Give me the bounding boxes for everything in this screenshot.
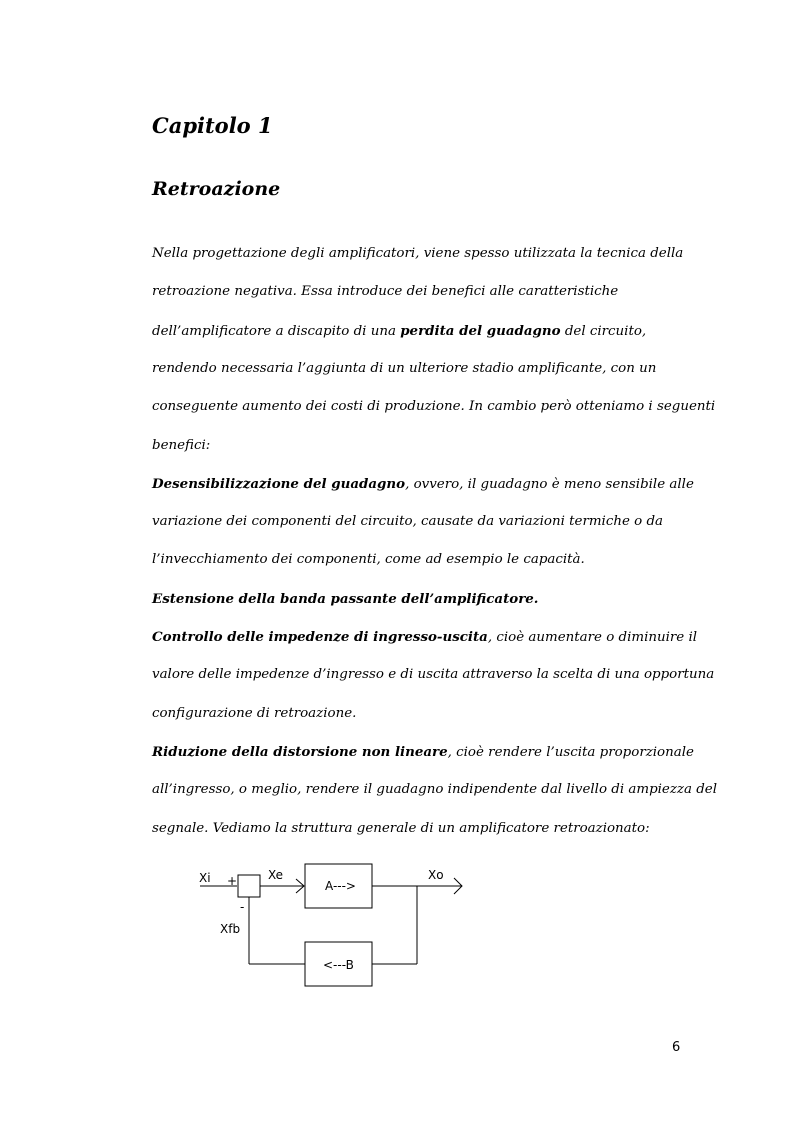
text-line xyxy=(152,744,694,761)
text-line xyxy=(152,438,210,454)
amp-label: A---> xyxy=(325,879,356,893)
text-line xyxy=(152,667,714,683)
bold-phrase: Estensione della banda passante dell’amplificatore. xyxy=(152,590,539,607)
text-span: del circuito, xyxy=(560,323,647,339)
bold-phrase: Controllo delle impedenze di ingresso-uscita xyxy=(152,629,488,645)
text-span: , cioè aumentare o diminuire il xyxy=(487,630,698,645)
text-span: l’invecchiamento dei componenti, come ad esempio le capacità. xyxy=(152,552,585,568)
summing-node xyxy=(238,875,260,897)
text-line xyxy=(152,361,656,377)
text-span: , ovvero, il guadagno è meno sensibile alle xyxy=(405,476,694,492)
text-line xyxy=(152,246,683,262)
text-line xyxy=(152,629,697,646)
error-label: Xe xyxy=(268,868,284,882)
bold-phrase: Riduzione della distorsione non lineare xyxy=(152,743,448,760)
text-line xyxy=(152,476,694,493)
text-line xyxy=(152,591,538,608)
page-number: 6 xyxy=(672,1040,681,1055)
text-span: retroazione negativa. Essa introduce dei benefici alle caratteristiche xyxy=(152,284,619,300)
text-line xyxy=(152,552,585,568)
text-line xyxy=(152,399,715,415)
output-label: Xo xyxy=(428,868,444,882)
minus-sign: - xyxy=(240,900,245,914)
text-line xyxy=(152,284,618,300)
text-span: dell’amplificatore a discapito di una xyxy=(152,323,401,339)
text-line xyxy=(152,782,717,798)
text-span: , cioè rendere l’uscita proporzionale xyxy=(447,744,694,760)
text-line xyxy=(152,706,356,722)
section-title: Retroazione xyxy=(152,178,281,200)
input-label: Xi xyxy=(199,871,211,885)
feedback-signal-label: Xfb xyxy=(220,922,241,936)
feedback-label: <---B xyxy=(323,958,354,972)
text-line xyxy=(152,821,650,837)
text-span: Nella progettazione degli amplificatori, viene spesso utilizzata la tecnica della xyxy=(152,246,684,261)
text-span: segnale. Vediamo la struttura generale di un amplificatore retroazionato: xyxy=(152,820,650,836)
chapter-title: Capitolo 1 xyxy=(152,113,273,138)
text-span: variazione dei componenti del circuito, causate da variazioni termiche o da xyxy=(152,514,664,530)
text-span: all’ingresso, o meglio, rendere il guadagno indipendente dal livello di ampiezza del xyxy=(152,782,717,798)
bold-phrase: perdita del guadagno xyxy=(400,322,561,339)
text-span: rendendo necessaria l’aggiunta di un ulteriore stadio amplificante, con un xyxy=(152,360,657,376)
text-span: conseguente aumento dei costi di produzione. In cambio però otteniamo i seguenti xyxy=(152,399,716,415)
feedback-amplifier-diagram xyxy=(190,860,480,995)
text-span: valore delle impedenze d’ingresso e di uscita attraverso la scelta di una opportuna xyxy=(152,667,715,683)
plus-sign: + xyxy=(227,874,238,888)
text-line xyxy=(152,514,663,530)
bold-phrase: Desensibilizzazione del guadagno xyxy=(152,475,406,492)
text-span: benefici: xyxy=(152,437,211,453)
text-span: configurazione di retroazione. xyxy=(152,705,357,721)
text-line xyxy=(152,323,646,340)
